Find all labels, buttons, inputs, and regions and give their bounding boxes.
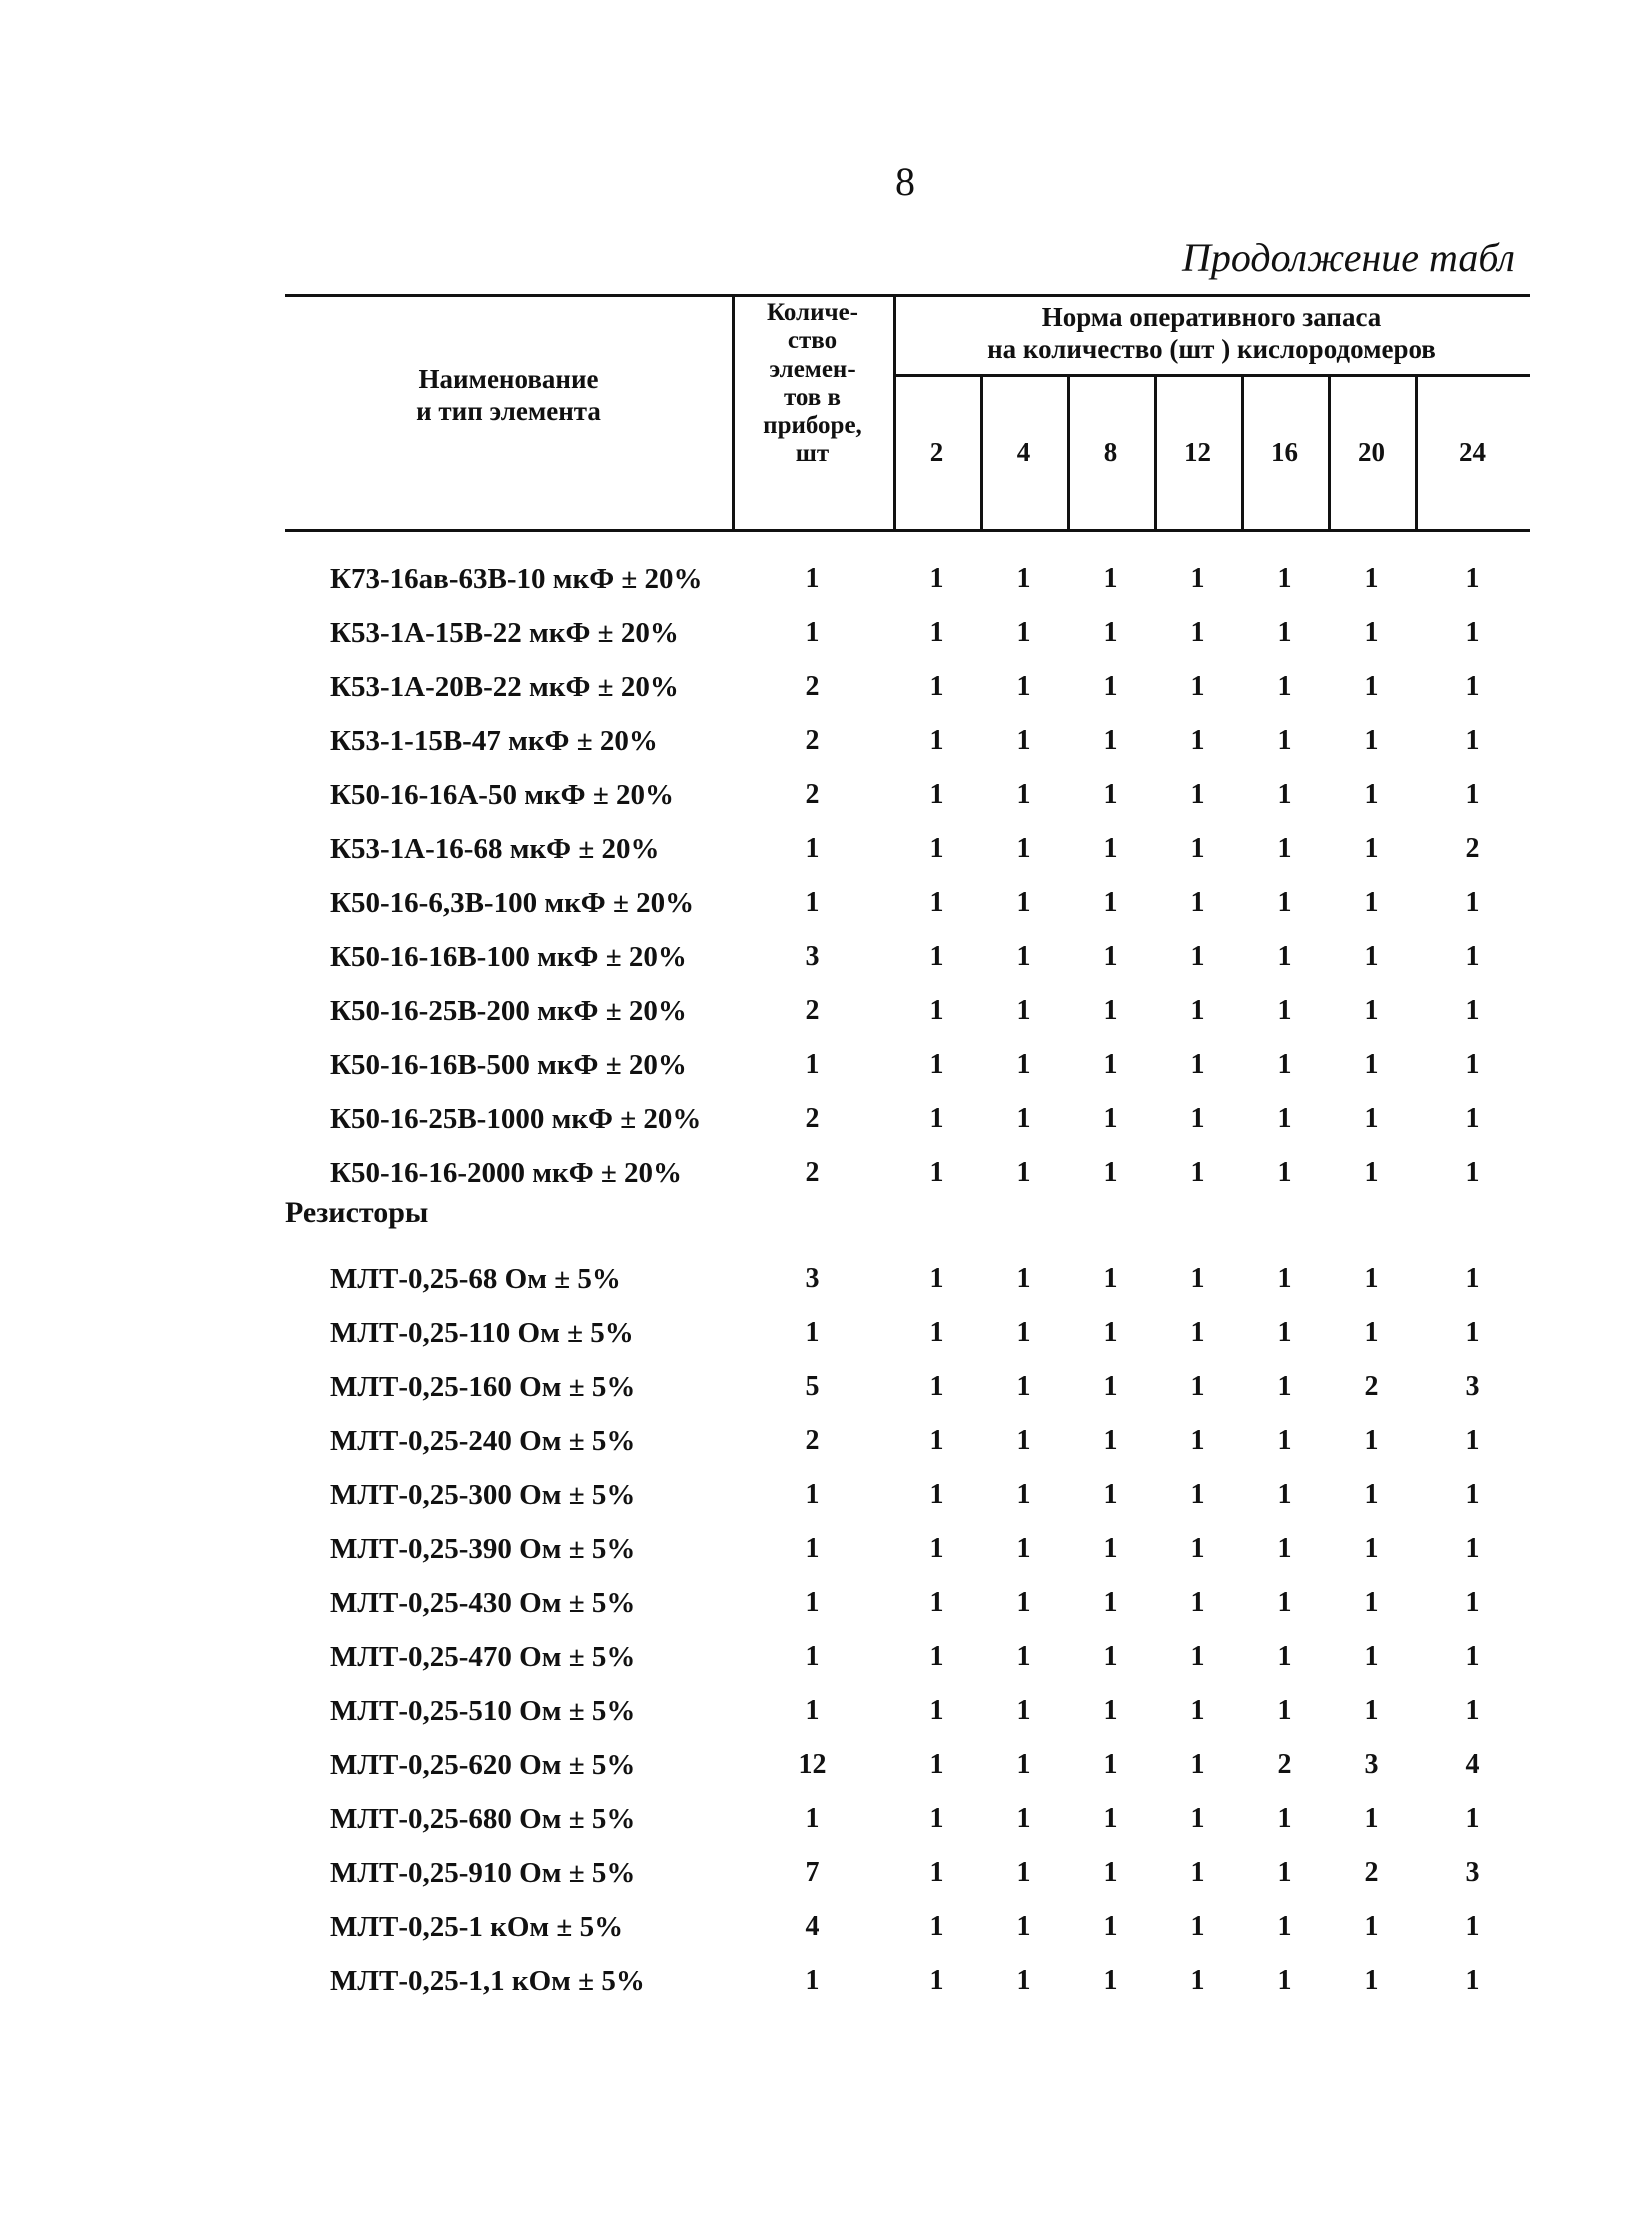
element-qty: 2	[805, 671, 820, 702]
norm-value: 1	[929, 1749, 944, 1780]
norm-value: 1	[1277, 1857, 1292, 1888]
table-row	[285, 1900, 1530, 1954]
table-row	[285, 1954, 1530, 2008]
element-name: МЛТ-0,25-110 Ом ± 5%	[330, 1317, 634, 1349]
table-row	[285, 1738, 1530, 1792]
norm-value: 1	[929, 563, 944, 594]
table-row	[285, 1576, 1530, 1630]
table-row	[285, 714, 1530, 768]
element-qty: 7	[805, 1857, 820, 1888]
norm-value: 1	[1465, 1263, 1480, 1294]
norm-value: 1	[929, 1317, 944, 1348]
norm-value: 1	[1277, 725, 1292, 756]
norm-value: 1	[1465, 1587, 1480, 1618]
norm-value: 1	[1364, 563, 1379, 594]
element-name: К53-1-15В-47 мкФ ± 20%	[330, 725, 658, 757]
header-norm-count: 20	[1358, 437, 1385, 467]
norm-value: 1	[1016, 1425, 1031, 1456]
norm-value: 1	[1364, 1479, 1379, 1510]
norm-value: 1	[1277, 995, 1292, 1026]
norm-value: 1	[1103, 1317, 1118, 1348]
norm-value: 1	[1277, 779, 1292, 810]
header-name: Наименование и тип элемента	[416, 364, 601, 426]
norm-value: 1	[1103, 779, 1118, 810]
header-norm-count: 24	[1459, 437, 1486, 467]
norm-value: 1	[1277, 1263, 1292, 1294]
norm-value: 1	[1103, 1371, 1118, 1402]
norm-value: 1	[1277, 1049, 1292, 1080]
norm-value: 1	[929, 1587, 944, 1618]
norm-value: 1	[1465, 725, 1480, 756]
norm-value: 2	[1277, 1749, 1292, 1780]
norm-value: 1	[1364, 1911, 1379, 1942]
norm-value: 1	[929, 1049, 944, 1080]
norm-value: 1	[1190, 1479, 1205, 1510]
norm-value: 1	[1364, 1803, 1379, 1834]
norm-value: 1	[929, 1641, 944, 1672]
norm-value: 1	[1190, 995, 1205, 1026]
norm-value: 1	[929, 1857, 944, 1888]
table-row	[285, 1252, 1530, 1306]
norm-value: 2	[1364, 1857, 1379, 1888]
norm-value: 1	[1016, 1157, 1031, 1188]
table-row	[285, 1468, 1530, 1522]
norm-value: 1	[1364, 1263, 1379, 1294]
norm-value: 1	[1103, 1157, 1118, 1188]
element-qty: 2	[805, 725, 820, 756]
norm-value: 1	[929, 1803, 944, 1834]
norm-value: 1	[1016, 1533, 1031, 1564]
norm-value: 1	[1364, 1695, 1379, 1726]
table-row	[285, 606, 1530, 660]
norm-value: 1	[1016, 1049, 1031, 1080]
norm-value: 1	[1277, 563, 1292, 594]
element-qty: 1	[805, 1317, 820, 1348]
element-qty: 1	[805, 887, 820, 918]
norm-value: 1	[1016, 1587, 1031, 1618]
norm-value: 1	[1465, 941, 1480, 972]
norm-value: 1	[1465, 1641, 1480, 1672]
norm-value: 1	[1190, 779, 1205, 810]
norm-value: 1	[1016, 563, 1031, 594]
norm-value: 4	[1465, 1749, 1480, 1780]
norm-value: 1	[1103, 995, 1118, 1026]
norm-value: 1	[929, 1533, 944, 1564]
norm-value: 1	[929, 1263, 944, 1294]
norm-value: 1	[1190, 1317, 1205, 1348]
element-qty: 2	[805, 1103, 820, 1134]
norm-value: 1	[1016, 1695, 1031, 1726]
norm-value: 1	[1190, 671, 1205, 702]
element-qty: 2	[805, 1425, 820, 1456]
norm-value: 1	[1016, 1317, 1031, 1348]
norm-value: 1	[1277, 887, 1292, 918]
header-bottom-rule	[285, 529, 1530, 532]
element-name: МЛТ-0,25-510 Ом ± 5%	[330, 1695, 636, 1727]
element-name: МЛТ-0,25-1,1 кОм ± 5%	[330, 1965, 645, 1997]
norm-value: 1	[1277, 1157, 1292, 1188]
top-rule	[285, 294, 1530, 297]
norm-value: 1	[1103, 1857, 1118, 1888]
norm-value: 1	[929, 1479, 944, 1510]
norm-value: 3	[1465, 1371, 1480, 1402]
table-row	[285, 876, 1530, 930]
norm-value: 1	[1190, 887, 1205, 918]
norm-value: 1	[1364, 1533, 1379, 1564]
element-name: К50-16-16-2000 мкФ ± 20%	[330, 1157, 683, 1189]
norm-value: 1	[929, 779, 944, 810]
norm-value: 1	[1465, 1803, 1480, 1834]
norm-value: 1	[1016, 725, 1031, 756]
norm-value: 1	[1103, 1049, 1118, 1080]
norm-value: 1	[1465, 1157, 1480, 1188]
element-name: К50-16-16В-100 мкФ ± 20%	[330, 941, 687, 973]
norm-value: 1	[1190, 1965, 1205, 1996]
element-qty: 1	[805, 563, 820, 594]
table-row	[285, 1038, 1530, 1092]
table-row	[285, 1306, 1530, 1360]
norm-value: 1	[1103, 1695, 1118, 1726]
norm-value: 1	[1465, 1049, 1480, 1080]
norm-value: 1	[1277, 1803, 1292, 1834]
norm-value: 1	[1190, 1533, 1205, 1564]
element-name: МЛТ-0,25-1 кОм ± 5%	[330, 1911, 624, 1943]
norm-value: 1	[1465, 887, 1480, 918]
norm-value: 1	[1190, 1425, 1205, 1456]
norm-value: 1	[1016, 1479, 1031, 1510]
norm-value: 1	[1103, 1533, 1118, 1564]
element-qty: 3	[805, 1263, 820, 1294]
element-name: МЛТ-0,25-430 Ом ± 5%	[330, 1587, 636, 1619]
norm-value: 1	[1103, 1263, 1118, 1294]
element-qty: 2	[805, 779, 820, 810]
norm-value: 1	[929, 1103, 944, 1134]
norm-value: 1	[1364, 1965, 1379, 1996]
norm-value: 1	[1277, 1317, 1292, 1348]
element-qty: 4	[805, 1911, 820, 1942]
norm-value: 1	[1364, 779, 1379, 810]
norm-value: 1	[1190, 1157, 1205, 1188]
norm-value: 2	[1364, 1371, 1379, 1402]
table-row	[285, 822, 1530, 876]
continuation-caption: Продолжение табл	[1181, 235, 1515, 280]
element-name: К50-16-25В-200 мкФ ± 20%	[330, 995, 687, 1027]
element-qty: 1	[805, 833, 820, 864]
norm-value: 1	[1016, 1371, 1031, 1402]
header-norm-count: 12	[1184, 437, 1211, 467]
element-qty: 1	[805, 1641, 820, 1672]
element-name: МЛТ-0,25-620 Ом ± 5%	[330, 1749, 636, 1781]
norm-value: 1	[929, 1911, 944, 1942]
norm-value: 1	[1103, 833, 1118, 864]
norm-value: 1	[1190, 1857, 1205, 1888]
norm-value: 1	[1364, 887, 1379, 918]
norm-subheader-rule	[893, 374, 1530, 377]
norm-value: 1	[1016, 1965, 1031, 1996]
element-name: К53-1А-15В-22 мкФ ± 20%	[330, 617, 679, 649]
element-qty: 12	[798, 1749, 827, 1780]
norm-value: 1	[1016, 617, 1031, 648]
norm-value: 1	[1016, 1641, 1031, 1672]
section-heading-resistors: Резисторы	[285, 1196, 429, 1229]
norm-value: 1	[1103, 1803, 1118, 1834]
norm-value: 1	[1103, 1965, 1118, 1996]
norm-value: 1	[1364, 995, 1379, 1026]
norm-value: 1	[929, 1371, 944, 1402]
norm-value: 1	[1277, 941, 1292, 972]
element-qty: 1	[805, 1049, 820, 1080]
norm-value: 1	[1016, 1857, 1031, 1888]
norm-value: 1	[1190, 725, 1205, 756]
norm-value: 1	[1103, 887, 1118, 918]
table-row	[285, 1630, 1530, 1684]
norm-value: 1	[929, 617, 944, 648]
table-row	[285, 1092, 1530, 1146]
norm-value: 1	[1016, 1749, 1031, 1780]
norm-value: 1	[1364, 1317, 1379, 1348]
norm-value: 1	[1103, 725, 1118, 756]
norm-value: 1	[1364, 1103, 1379, 1134]
norm-value: 1	[1190, 1263, 1205, 1294]
element-qty: 3	[805, 941, 820, 972]
table-row	[285, 930, 1530, 984]
element-name: К53-1А-16-68 мкФ ± 20%	[330, 833, 660, 865]
norm-value: 1	[1103, 1641, 1118, 1672]
norm-value: 1	[1016, 671, 1031, 702]
norm-value: 1	[1016, 833, 1031, 864]
norm-value: 1	[1364, 725, 1379, 756]
norm-value: 1	[1016, 1803, 1031, 1834]
norm-value: 1	[1364, 1049, 1379, 1080]
table-row	[285, 1522, 1530, 1576]
norm-value: 1	[1465, 1965, 1480, 1996]
norm-value: 1	[929, 887, 944, 918]
norm-value: 1	[1277, 1103, 1292, 1134]
norm-value: 1	[1103, 563, 1118, 594]
page-number: 8	[895, 159, 915, 204]
element-qty: 1	[805, 1695, 820, 1726]
norm-value: 1	[1190, 1749, 1205, 1780]
element-name: МЛТ-0,25-390 Ом ± 5%	[330, 1533, 636, 1565]
element-name: МЛТ-0,25-240 Ом ± 5%	[330, 1425, 636, 1457]
table-row	[285, 1414, 1530, 1468]
norm-value: 1	[1277, 671, 1292, 702]
table-row	[285, 1146, 1530, 1200]
norm-value: 1	[1364, 1641, 1379, 1672]
norm-value: 1	[1190, 1641, 1205, 1672]
element-name: МЛТ-0,25-300 Ом ± 5%	[330, 1479, 636, 1511]
norm-value: 1	[929, 1965, 944, 1996]
norm-value: 1	[1103, 617, 1118, 648]
norm-value: 1	[1277, 1911, 1292, 1942]
norm-value: 1	[929, 725, 944, 756]
norm-value: 1	[1103, 941, 1118, 972]
norm-value: 1	[929, 833, 944, 864]
table-row	[285, 660, 1530, 714]
norm-value: 1	[1364, 833, 1379, 864]
norm-value: 1	[1364, 1587, 1379, 1618]
norm-value: 2	[1465, 833, 1480, 864]
element-qty: 1	[805, 1479, 820, 1510]
norm-value: 1	[1465, 995, 1480, 1026]
norm-value: 1	[1277, 1479, 1292, 1510]
norm-value: 1	[1190, 563, 1205, 594]
norm-value: 1	[1277, 833, 1292, 864]
norm-value: 1	[929, 1695, 944, 1726]
norm-value: 1	[1277, 1965, 1292, 1996]
norm-value: 1	[1465, 1695, 1480, 1726]
header-norm-count: 8	[1103, 437, 1118, 467]
table-row	[285, 1846, 1530, 1900]
norm-value: 1	[1465, 563, 1480, 594]
norm-value: 1	[1016, 1911, 1031, 1942]
header-norm-count: 16	[1271, 437, 1298, 467]
table-row	[285, 1792, 1530, 1846]
norm-value: 1	[1364, 941, 1379, 972]
norm-value: 1	[1016, 941, 1031, 972]
norm-value: 1	[1190, 1049, 1205, 1080]
norm-value: 1	[1277, 1371, 1292, 1402]
norm-value: 1	[1465, 1533, 1480, 1564]
norm-value: 1	[1364, 1157, 1379, 1188]
norm-value: 1	[1277, 617, 1292, 648]
norm-value: 1	[1103, 1479, 1118, 1510]
header-norm-group: Норма оперативного запаса на количество (шт ) кислородомеров	[987, 302, 1436, 364]
element-qty: 1	[805, 1533, 820, 1564]
norm-value: 1	[1364, 1425, 1379, 1456]
table-row	[285, 984, 1530, 1038]
norm-value: 1	[1190, 833, 1205, 864]
norm-value: 1	[1277, 1641, 1292, 1672]
norm-value: 1	[1103, 1425, 1118, 1456]
norm-value: 3	[1364, 1749, 1379, 1780]
norm-value: 1	[1016, 995, 1031, 1026]
norm-value: 1	[1103, 1911, 1118, 1942]
element-qty: 1	[805, 1587, 820, 1618]
element-qty: 2	[805, 995, 820, 1026]
norm-value: 1	[1465, 1911, 1480, 1942]
table-row	[285, 1360, 1530, 1414]
norm-value: 1	[1016, 1103, 1031, 1134]
element-qty: 2	[805, 1157, 820, 1188]
element-qty: 1	[805, 1803, 820, 1834]
element-name: МЛТ-0,25-680 Ом ± 5%	[330, 1803, 636, 1835]
norm-value: 1	[1364, 671, 1379, 702]
norm-value: 1	[929, 1157, 944, 1188]
table-row	[285, 1684, 1530, 1738]
norm-value: 1	[1277, 1425, 1292, 1456]
norm-value: 1	[1465, 779, 1480, 810]
element-name: МЛТ-0,25-910 Ом ± 5%	[330, 1857, 636, 1889]
norm-value: 1	[1103, 1749, 1118, 1780]
norm-value: 1	[1190, 1803, 1205, 1834]
norm-value: 1	[1190, 1587, 1205, 1618]
norm-value: 1	[1190, 941, 1205, 972]
norm-value: 1	[1190, 1695, 1205, 1726]
header-qty: Количе- ство элемен- тов в приборе, шт	[763, 299, 862, 468]
norm-value: 1	[1103, 1103, 1118, 1134]
norm-value: 1	[1465, 1425, 1480, 1456]
element-name: МЛТ-0,25-470 Ом ± 5%	[330, 1641, 636, 1673]
norm-value: 1	[1277, 1587, 1292, 1618]
norm-value: 1	[1465, 671, 1480, 702]
norm-value: 1	[929, 671, 944, 702]
norm-value: 1	[1016, 887, 1031, 918]
norm-value: 1	[1016, 1263, 1031, 1294]
element-qty: 1	[805, 617, 820, 648]
norm-value: 1	[929, 1425, 944, 1456]
table-row	[285, 768, 1530, 822]
norm-value: 1	[929, 941, 944, 972]
norm-value: 1	[1103, 671, 1118, 702]
norm-value: 1	[1465, 1317, 1480, 1348]
element-name: К50-16-25В-1000 мкФ ± 20%	[330, 1103, 702, 1135]
element-name: МЛТ-0,25-68 Ом ± 5%	[330, 1263, 621, 1295]
element-qty: 5	[805, 1371, 820, 1402]
norm-value: 3	[1465, 1857, 1480, 1888]
norm-value: 1	[929, 995, 944, 1026]
header-norm-count: 4	[1016, 437, 1031, 467]
header-norm-count: 2	[929, 437, 944, 467]
norm-value: 1	[1277, 1533, 1292, 1564]
norm-value: 1	[1277, 1695, 1292, 1726]
element-name: К50-16-16А-50 мкФ ± 20%	[330, 779, 674, 811]
norm-value: 1	[1190, 1371, 1205, 1402]
element-name: К73-16ав-63В-10 мкФ ± 20%	[330, 563, 703, 595]
norm-value: 1	[1465, 617, 1480, 648]
norm-value: 1	[1190, 1103, 1205, 1134]
element-name: К53-1А-20В-22 мкФ ± 20%	[330, 671, 679, 703]
norm-value: 1	[1465, 1103, 1480, 1134]
norm-value: 1	[1190, 617, 1205, 648]
norm-value: 1	[1190, 1911, 1205, 1942]
element-name: К50-16-16В-500 мкФ ± 20%	[330, 1049, 687, 1081]
norm-value: 1	[1016, 779, 1031, 810]
norm-value: 1	[1465, 1479, 1480, 1510]
element-qty: 1	[805, 1965, 820, 1996]
table-row	[285, 552, 1530, 606]
norm-value: 1	[1364, 617, 1379, 648]
element-name: МЛТ-0,25-160 Ом ± 5%	[330, 1371, 636, 1403]
element-name: К50-16-6,3В-100 мкФ ± 20%	[330, 887, 695, 919]
norm-value: 1	[1103, 1587, 1118, 1618]
